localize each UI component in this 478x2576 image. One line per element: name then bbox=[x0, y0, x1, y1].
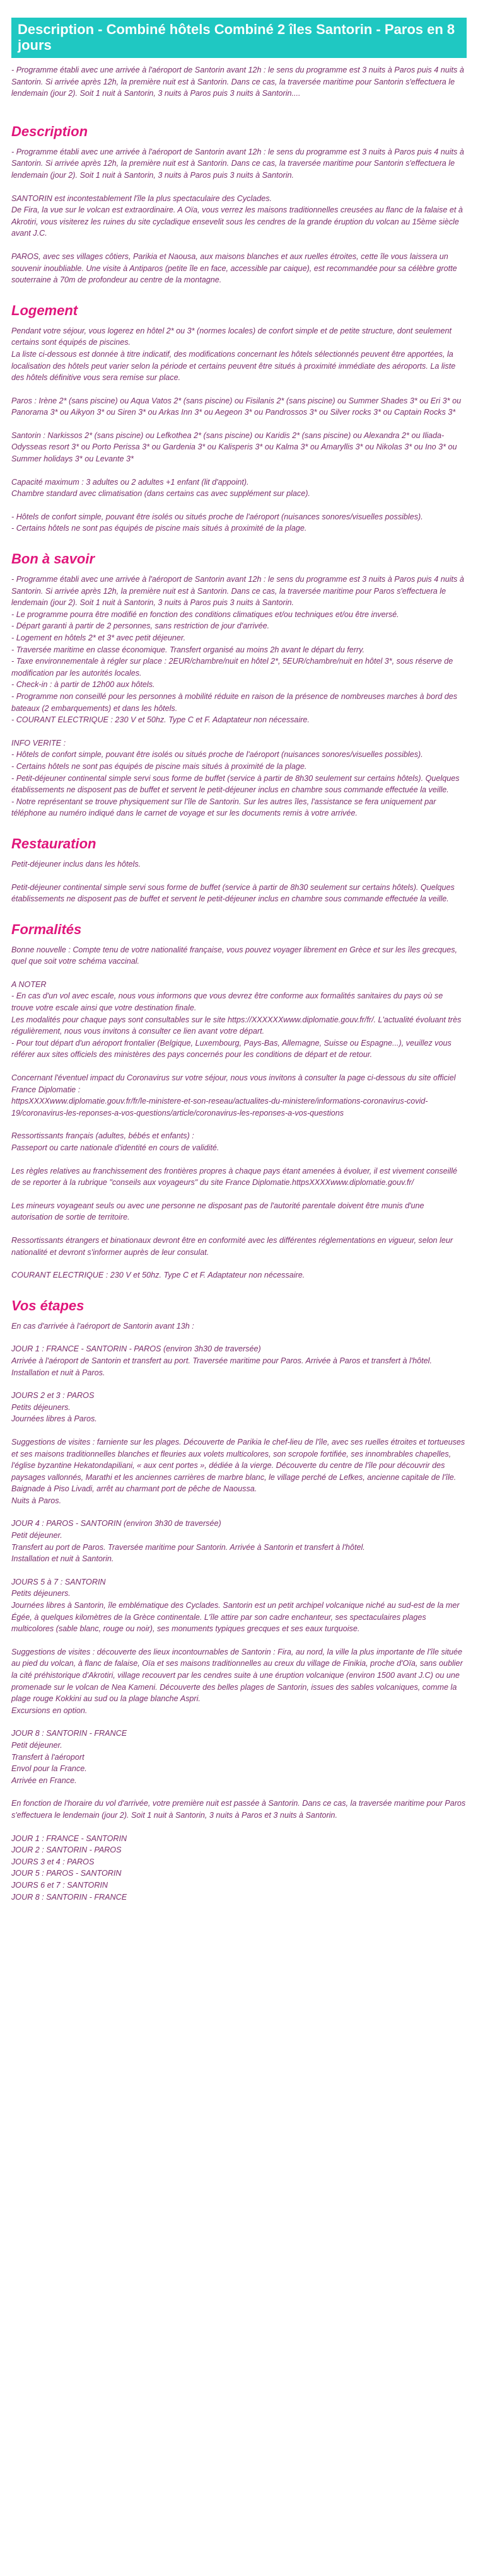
section-title-description: Description bbox=[11, 123, 88, 139]
logement-paragraph-3: Santorin : Narkissos 2* (sans piscine) ou Lefkothea 2* (sans piscine) ou Karidis 2* (sans piscine) ou Alexandra 2* ou Iliada-Odysseas resort 3* ou Porto Perissa 3* ou Gardenia 3* ou Kalisperis 3* ou Kalma 3* ou Amaryllis 3* ou Nikolas 3* ou Ino 3* ou Summer holidays 3* ou Levante 3* bbox=[11, 430, 457, 464]
bon-a-savoir-paragraph-1: - Programme établi avec une arrivée à l'aéroport de Santorin avant 12h : le sens du programme est 3 nuits à Paros puis 4 nuits à Santorin. Si arrivée après 12h, la première nuit est à Santorin. Dans ce cas, la traversée maritime pour Paros s'effectuera le lendemain (jour 2). Soit 1 nuit à Santorin, 3 nuits à Paros puis 3 nuits à Santorin. - Le programme pourra être modifié en fonction des conditions climatiques et/ou techniques et/ou être inversé. - Départ garanti à partir de 2 personnes, sans restriction de jour d'arrivée. - Logement en hôtels 2* et 3* avec petit déjeuner. - Traversée maritime en classe économique. Transfert organisé au moins 2h avant le départ du ferry. - Taxe environnementale à régler sur place : 2EUR/chambre/nuit en hôtel 2*, 5EUR/chambre/nuit en hôtel 3*, sous réserve de modification par les autorités locales. - Check-in : à partir de 12h00 aux hôtels. - Programme non conseillé pour les personnes à mobilité réduite en raison de la présence de nombreuses marches à bord des bateaux (2 embarquements) et dans les hôtels. - COURANT ELECTRIQUE : 230 V et 50hz. Type C et F. Adaptateur non nécessaire. bbox=[11, 575, 464, 725]
formalites-paragraph-6: Les mineurs voyageant seuls ou avec une personne ne disposant pas de l'autorité parentale doivent être munis d'une autorisation de sortie de territoire. bbox=[11, 1201, 424, 1222]
section-title-formalites: Formalités bbox=[11, 921, 82, 937]
etapes-paragraph-1: En cas d'arrivée à l'aéroport de Santorin avant 13h : bbox=[11, 1321, 194, 1331]
description-paragraph-1: - Programme établi avec une arrivée à l'aéroport de Santorin avant 12h : le sens du programme est 3 nuits à Paros puis 4 nuits à Santorin. Si arrivée après 12h, la première nuit est à Santorin. Dans ce cas, la traversée maritime pour Santorin s'effectuera le lendemain (jour 2). Soit 1 nuit à Santorin, 3 nuits à Paros puis 3 nuits à Santorin. bbox=[11, 147, 464, 180]
formalites-paragraph-3: Concernant l'éventuel impact du Coronavirus sur votre séjour, nous vous invitons à consulter la page ci-dessous du site officiel France Diplomatie : httpsXXXXwww.diplomatie.gouv.fr/fr/le-ministere-et-son-reseau/actualites-du-ministere/informations-coronavirus-covid-19/coronavirus-les-reponses-a-vos-questions/article/coronavirus-les-reponses-a-vos-questions bbox=[11, 1073, 456, 1118]
bon-a-savoir-paragraph-2: INFO VERITE : - Hôtels de confort simple, pouvant être isolés ou situés proche de l'aéroport (nuisances sonores/visuelles possibles). - Certains hôtels ne sont pas équipés de piscine mais situés à proximité de la plage. - Petit-déjeuner continental simple servi sous forme de buffet (service à partir de 8h30 seulement sur certains hôtels). Quelques établissements ne disposent pas de buffet et servent le petit-déjeuner inclus en chambre sous commande effectuée la veille. - Notre représentant se trouve physiquement sur l'île de Santorin. Sur les autres îles, l'assistance se fera uniquement par téléphone au numéro indiqué dans le carnet de voyage et sur les documents remis à votre arrivée. bbox=[11, 738, 460, 818]
description-paragraph-3: PAROS, avec ses villages côtiers, Parikia et Naousa, aux maisons blanches et aux ruelles étroites, cette île vous laissera un souvenir inoubliable. Une visite à Antiparos (petite île en face, accessible par caique), est recommandée pour sa célèbre grotte souterraine à 70m de profondeur au centre de la montagne. bbox=[11, 251, 457, 285]
intro-paragraph: - Programme établi avec une arrivée à l'aéroport de Santorin avant 12h : le sens du programme est 3 nuits à Paros puis 4 nuits à Santorin. Si arrivée après 12h, la première nuit est à Santorin. Dans ce cas, la traversée maritime pour Santorin s'effectuera le lendemain (jour 2). Soit 1 nuit à Santorin, 3 nuits à Paros puis 3 nuits à Santorin.... bbox=[11, 66, 464, 98]
etapes-paragraph-4: Suggestions de visites : farniente sur les plages. Découverte de Parikia le chef-lieu de l'île, avec ses ruelles étroites et tortueuses et ses maisons traditionnelles blanches et fleuries aux volets multicolores, son scropole fortifiée, ses innombrables chapelles, l'église byzantine Hekatondapiliani, « aux cent portes », dédiée à la vierge. Découverte du centre de l'île pour découvrir des paysages vallonnés, Marathi et les anciennes carrières de marbre blanc, le village perché de Lefkes, ancienne capitale de l'île. Baignade à Piso Livadi, arrêt au charmant port de pêche de Naoussa. Nuits à Paros. bbox=[11, 1437, 465, 1505]
main-content bbox=[0, 64, 478, 1903]
etapes-paragraph-7: Suggestions de visites : découverte des lieux incontournables de Santorin : Fira, au nord, la ville la plus importante de l'île située au pied du volcan, à flanc de falaise, Oïa et ses maisons traditionnelles au creux du village de Finikia, proche d'Oïa, sans oublier la cité préhistorique d'Akrotiri, village recouvert par les cendres suite à une éruption volcanique (environ 1500 avant J.C) ou une promenade sur le volcan de Nea Kameni. Découverte des belles plages de Santorin, issues des sables volcaniques, comme la plage rouge Kokkini au sud ou la plage blanche Aspri. Excursions en option. bbox=[11, 1647, 463, 1715]
etapes-paragraph-6: JOURS 5 à 7 : SANTORIN Petits déjeuners. Journées libres à Santorin, île emblématique des Cyclades. Santorin est un petit archipel volcanique niché au sud-est de la mer Égée, à quelques kilomètres de la Grèce continentale. L'île attire par son cadre enchanteur, ses spectaculaires plages multicolores (sable blanc, rouge ou noir), ses monuments typiques grecques et ses eaux turquoise. bbox=[11, 1577, 460, 1634]
etapes-paragraph-10: JOUR 1 : FRANCE - SANTORIN JOUR 2 : SANTORIN - PAROS JOURS 3 et 4 : PAROS JOUR 5 : PAROS - SANTORIN JOURS 6 et 7 : SANTORIN JOUR 8 : SANTORIN - FRANCE bbox=[11, 1834, 127, 1902]
etapes-paragraph-2: JOUR 1 : FRANCE - SANTORIN - PAROS (environ 3h30 de traversée) Arrivée à l'aéroport de Santorin et transfert au port. Traversée maritime pour Paros. Arrivée à Paros et transfert à l'hôtel. Installation et nuit à Paros. bbox=[11, 1344, 432, 1377]
etapes-paragraph-9: En fonction de l'horaire du vol d'arrivée, votre première nuit est passée à Santorin. Dans ce cas, la traversée maritime pour Paros s'effectuera le lendemain (jour 2). Soit 1 nuit à Santorin, 3 nuits à Paros et 3 nuits à Santorin. bbox=[11, 1799, 466, 1820]
formalites-paragraph-4: Ressortissants français (adultes, bébés et enfants) : Passeport ou carte nationale d'identité en cours de validité. bbox=[11, 1131, 219, 1152]
formalites-paragraph-8: COURANT ELECTRIQUE : 230 V et 50hz. Type C et F. Adaptateur non nécessaire. bbox=[11, 1271, 305, 1280]
logement-paragraph-2: Paros : Irène 2* (sans piscine) ou Aqua Vatos 2* (sans piscine) ou Fisilanis 2* (sans piscine) ou Summer Shades 3* ou Eri 3* ou Panorama 3* ou Aikyon 3* ou Siren 3* ou Arkas Inn 3* ou Aegeon 3* ou Pandrossos 3* ou Silver rocks 3* ou Captain Rocks 3* bbox=[11, 396, 462, 417]
section-title-logement: Logement bbox=[11, 302, 78, 318]
formalites-paragraph-5: Les règles relatives au franchissement des frontières propres à chaque pays étant amenées à évoluer, il est vivement conseillé de se reporter à la rubrique "conseils aux voyageurs" du site France Diplomatie.httpsXXXXwww.diplomatie.gouv.fr/ bbox=[11, 1166, 458, 1187]
restauration-paragraph-2: Petit-déjeuner continental simple servi sous forme de buffet (service à partir de 8h30 seulement sur certains hôtels). Quelques établissements ne disposent pas de buffet et servent le petit-déjeuner inclus en chambre sous commande effectuée la veille. bbox=[11, 882, 455, 904]
restauration-paragraph-1: Petit-déjeuner inclus dans les hôtels. bbox=[11, 859, 141, 869]
formalites-paragraph-2: A NOTER - En cas d'un vol avec escale, nous vous informons que vous devrez être conforme aux formalités sanitaires du pays où se trouve votre escale ainsi que votre destination finale. Les modalités pour chaque pays sont consultables sur le site https://XXXXXXwww.diplomatie.gouv.fr/fr/. L'actualité évoluant très régulièrement, nous vous invitons à consulter ce lien avant votre départ. - Pour tout départ d'un aéroport frontalier (Belgique, Luxembourg, Pays-Bas, Allemagne, Suisse ou Espagne...), veuillez vous référer aux sites officiels des ministères des pays concernés pour les conditions de départ et de retour. bbox=[11, 979, 462, 1060]
formalites-paragraph-1: Bonne nouvelle : Compte tenu de votre nationalité française, vous pouvez voyager librement en Grèce et sur les îles grecques, quel que soit votre schéma vaccinal. bbox=[11, 945, 458, 966]
etapes-paragraph-5: JOUR 4 : PAROS - SANTORIN (environ 3h30 de traversée) Petit déjeuner. Transfert au port de Paros. Traversée maritime pour Santorin. Arrivée à Santorin et transfert à l'hôtel. Installation et nuit à Santorin. bbox=[11, 1519, 365, 1564]
formalites-paragraph-7: Ressortissants étrangers et binationaux devront être en conformité avec les différentes réglementations en vigueur, selon leur nationalité et devront s'informer auprès de leur consulat. bbox=[11, 1235, 453, 1257]
logement-paragraph-5: - Hôtels de confort simple, pouvant être isolés ou situés proche de l'aéroport (nuisances sonores/visuelles possibles). - Certains hôtels ne sont pas équipés de piscine mais situés à proximité de la plage. bbox=[11, 512, 423, 533]
description-paragraph-2: SANTORIN est incontestablement l'île la plus spectaculaire des Cyclades. De Fira, la vue sur le volcan est extraordinaire. A Oïa, vous verrez les maisons traditionnelles creusées au flanc de la falaise et à Akrotiri, vous visiterez les ruines du site cycladique ensevelit sous les cendres de la grande éruption du volcan au 15ème siècle avant J.C. bbox=[11, 193, 463, 238]
etapes-paragraph-3: JOURS 2 et 3 : PAROS Petits déjeuners. Journées libres à Paros. bbox=[11, 1391, 97, 1424]
page-title: Description - Combiné hôtels Combiné 2 îles Santorin - Paros en 8 jours bbox=[11, 18, 467, 58]
section-title-etapes: Vos étapes bbox=[11, 1297, 85, 1314]
etapes-paragraph-8: JOUR 8 : SANTORIN - FRANCE Petit déjeuner. Transfert à l'aéroport Envol pour la France. Arrivée en France. bbox=[11, 1729, 127, 1785]
section-title-restauration: Restauration bbox=[11, 835, 96, 852]
section-title-bon-a-savoir: Bon à savoir bbox=[11, 551, 95, 567]
logement-paragraph-4: Capacité maximum : 3 adultes ou 2 adultes +1 enfant (lit d'appoint). Chambre standard avec climatisation (dans certains cas avec supplément sur place). bbox=[11, 477, 310, 499]
logement-paragraph-1: Pendant votre séjour, vous logerez en hôtel 2* ou 3* (normes locales) de confort simple et de petite structure, dont seulement certains sont équipés de piscines. La liste ci-dessous est donnée à titre indicatif, des modifications concernant les hôtels sélectionnés peuvent être apportées, la localisation des hôtels peut varier selon la période et certains peuvent être situés à proximité immédiate des aéroports. La liste des hôtels définitive vous sera remise sur place. bbox=[11, 326, 456, 383]
